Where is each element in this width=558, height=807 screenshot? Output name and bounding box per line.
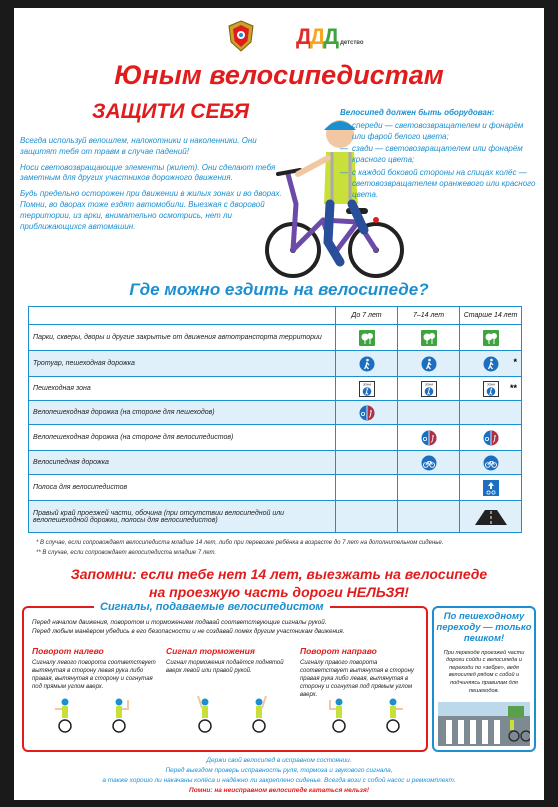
row-label: Пешеходная зона: [29, 377, 336, 401]
table-cell: [336, 425, 398, 451]
roadside-icon: [475, 509, 507, 525]
signals-box: [22, 601, 428, 752]
footnotes: [36, 539, 536, 558]
table-cell: [336, 451, 398, 475]
table-header: Старше 14 лет: [460, 307, 522, 325]
bike-pedestrian-path-sign-icon: [421, 430, 437, 446]
table-cell: [336, 475, 398, 501]
intro-paragraph: Всегда используй велошлем, налокотники и наколенники. Они защитят тебя от травм в случае падений!: [20, 136, 257, 156]
table-cell: [398, 401, 460, 425]
row-label: Правый край проезжей части, обочина (при отсутствии велосипедной или велопешеходной дорожки, полосы для велосипедистов): [29, 501, 336, 533]
pedestrian-text: При переходе проезжей части дороги сойди с велосипеда и переходи по «зебре», ведя велосипед рядом с собой и подчиняясь правилам для пешеходов.: [443, 649, 525, 694]
signals-title: Сигналы, подаваемые велосипедистом: [94, 601, 330, 613]
table-header: 7–14 лет: [398, 307, 460, 325]
row-label: Велопешеходная дорожка (на стороне для пешеходов): [29, 401, 336, 425]
page-title: Юным велосипедистам: [114, 60, 444, 90]
footnote: ** В случае, если сопровождает велосипедиста младше 7 лет.: [36, 549, 217, 556]
table-row: [29, 501, 522, 533]
pedestrian-title: По пешеходному переходу — только пешком!: [436, 611, 532, 644]
traffic-police-emblem-icon: [228, 20, 254, 52]
pedestrian-zone-sign-icon: [421, 381, 437, 397]
table-row: [29, 377, 522, 401]
table-cell: [398, 475, 460, 501]
table-row: [29, 351, 522, 377]
bicycle-path-sign-icon: [421, 455, 437, 471]
table-header: [29, 307, 336, 325]
pedestrian-zone-sign-icon: [483, 381, 499, 397]
signal-column: Поворот налево Сигналу левого поворота соответствует вытянутая в сторону левая рука либо правая, вытянутая в сторону и согнутая под прямым углом вверх.: [32, 646, 156, 691]
table-cell: [398, 501, 460, 533]
dd-logo: ДДД детство: [296, 24, 364, 49]
pedestrian-crossing-box: [432, 606, 536, 752]
rider-right-arm-up-icon: [108, 694, 130, 734]
row-label: Велопешеходная дорожка (на стороне для велосипедистов): [29, 425, 336, 451]
table-header: До 7 лет: [336, 307, 398, 325]
row-label: Тротуар, пешеходная дорожка: [29, 351, 336, 377]
table-row: [29, 451, 522, 475]
table-row: [29, 425, 522, 451]
intro-paragraph: Носи световозвращающие элементы (жилет). Они сделают тебя заметным для других участников дорожного движения.: [20, 162, 276, 183]
footer: Держи свой велосипед в исправном состоянии. Перед выездом проверь исправность руля, тормоза и звукового сигнала, а также хорошо ли накачаны колёса и надёжно ли закреплено сиденье. Всегда вози с собой насос и ремкомплект. Помни: на неисправном велосипеде кататься нельзя!: [102, 757, 456, 795]
row-label: Полоса для велосипедистов: [29, 475, 336, 501]
bike-pedestrian-path-sign-icon: [483, 430, 499, 446]
table-cell: [398, 377, 460, 401]
table-cell: [336, 501, 398, 533]
table-row: [29, 401, 522, 425]
table-row: [29, 475, 522, 501]
rider-left-arm-out-icon: [54, 694, 76, 734]
pedestrian-path-sign-icon: [359, 356, 375, 372]
park-sign-icon: [483, 330, 499, 346]
logos: [14, 20, 544, 54]
crosswalk-illustration: [438, 702, 530, 746]
bicycle-path-sign-icon: [483, 455, 499, 471]
row-label: Парки, скверы, дворы и другие закрытые от движения автотранспорта территории: [29, 325, 336, 351]
pedestrian-zone-sign-icon: [359, 381, 375, 397]
poster: [14, 8, 544, 800]
table-cell: [336, 351, 398, 377]
table-cell: [336, 325, 398, 351]
equipment-list: [340, 108, 538, 202]
pedestrian-path-sign-icon: [483, 356, 499, 372]
svg-text:ЗОНА: ЗОНА: [424, 381, 433, 386]
row-label: Велосипедная дорожка: [29, 451, 336, 475]
where-title: Где можно ездить на велосипеде?: [129, 280, 429, 299]
page-subtitle: ЗАЩИТИ СЕБЯ: [92, 100, 250, 123]
table-cell: [398, 425, 460, 451]
table-cell: [398, 351, 460, 377]
bicycle-lane-sign-icon: [483, 480, 499, 496]
footnote-star: **: [509, 383, 517, 393]
footnote: * В случае, если сопровождает велосипедиста младше 14 лет, либо при перевозке ребёнка в возрасте до 7 лет на дополнительном сиденье.: [36, 540, 444, 546]
equipment-item: — спереди — световозвращателем и фонарём или фарой белого цвета;: [340, 120, 524, 141]
rider-left-arm-up-icon: [328, 694, 350, 734]
bike-pedestrian-path-sign-icon: [359, 405, 375, 421]
svg-text:ЗОНА: ЗОНА: [362, 381, 371, 386]
equipment-header: Велосипед должен быть оборудован:: [340, 108, 495, 117]
signal-column: Сигнал торможения Сигнал торможения подаётся поднятой вверх левой или правой рукой.: [166, 646, 284, 675]
table-cell: [398, 451, 460, 475]
table-cell: [336, 401, 398, 425]
remember-banner: Запомни: если тебе нет 14 лет, выезжать на велосипеде на проезжую часть дороги НЕЛЬЗЯ!: [70, 566, 488, 600]
park-sign-icon: [421, 330, 437, 346]
equipment-item: — сзади — световозвращателем или фонарём красного цвета;: [340, 144, 523, 165]
table-cell: [460, 451, 522, 475]
rider-brake-icon: [194, 694, 216, 734]
where-table: [28, 306, 522, 533]
park-sign-icon: [359, 330, 375, 346]
table-cell: [460, 325, 522, 351]
table-row: [29, 325, 522, 351]
table-cell: [460, 377, 522, 401]
table-cell: [460, 425, 522, 451]
footnote-star: *: [513, 357, 517, 367]
table-cell: [460, 401, 522, 425]
equipment-item: — с каждой боковой стороны на спицах колёс — световозвращателем оранжевого или красного цвета.: [340, 167, 536, 199]
table-cell: [336, 377, 398, 401]
rider-right-arm-out-icon: [382, 694, 404, 734]
table-cell: [460, 475, 522, 501]
table-header-row: [29, 307, 522, 325]
pedestrian-path-sign-icon: [421, 356, 437, 372]
table-cell: [460, 351, 522, 377]
intro-paragraph: Будь предельно осторожен при движении в жилых зонах и во дворах. Помни, во дворах тоже ездят автомобили. Выезжая с дворовой территории, из арки, внимательно осмотрись, нет ли приближающихся автомашин.: [20, 189, 282, 231]
signals-lead: Перед началом движения, поворотом и торможением подавай соответствующие сигналы рукой. Перед любым манёвром убедись в его безопасности и не создавай помех другим участникам движения.: [32, 619, 345, 636]
signal-column: Поворот направо Сигналу правого поворота соответствует вытянутая в сторону правая рука либо левая, вытянутая в сторону и согнутая под прямым углом вверх.: [300, 646, 414, 699]
svg-text:ЗОНА: ЗОНА: [486, 381, 495, 386]
table-cell: [398, 325, 460, 351]
rider-brake-icon: [248, 694, 270, 734]
table-cell: [460, 501, 522, 533]
